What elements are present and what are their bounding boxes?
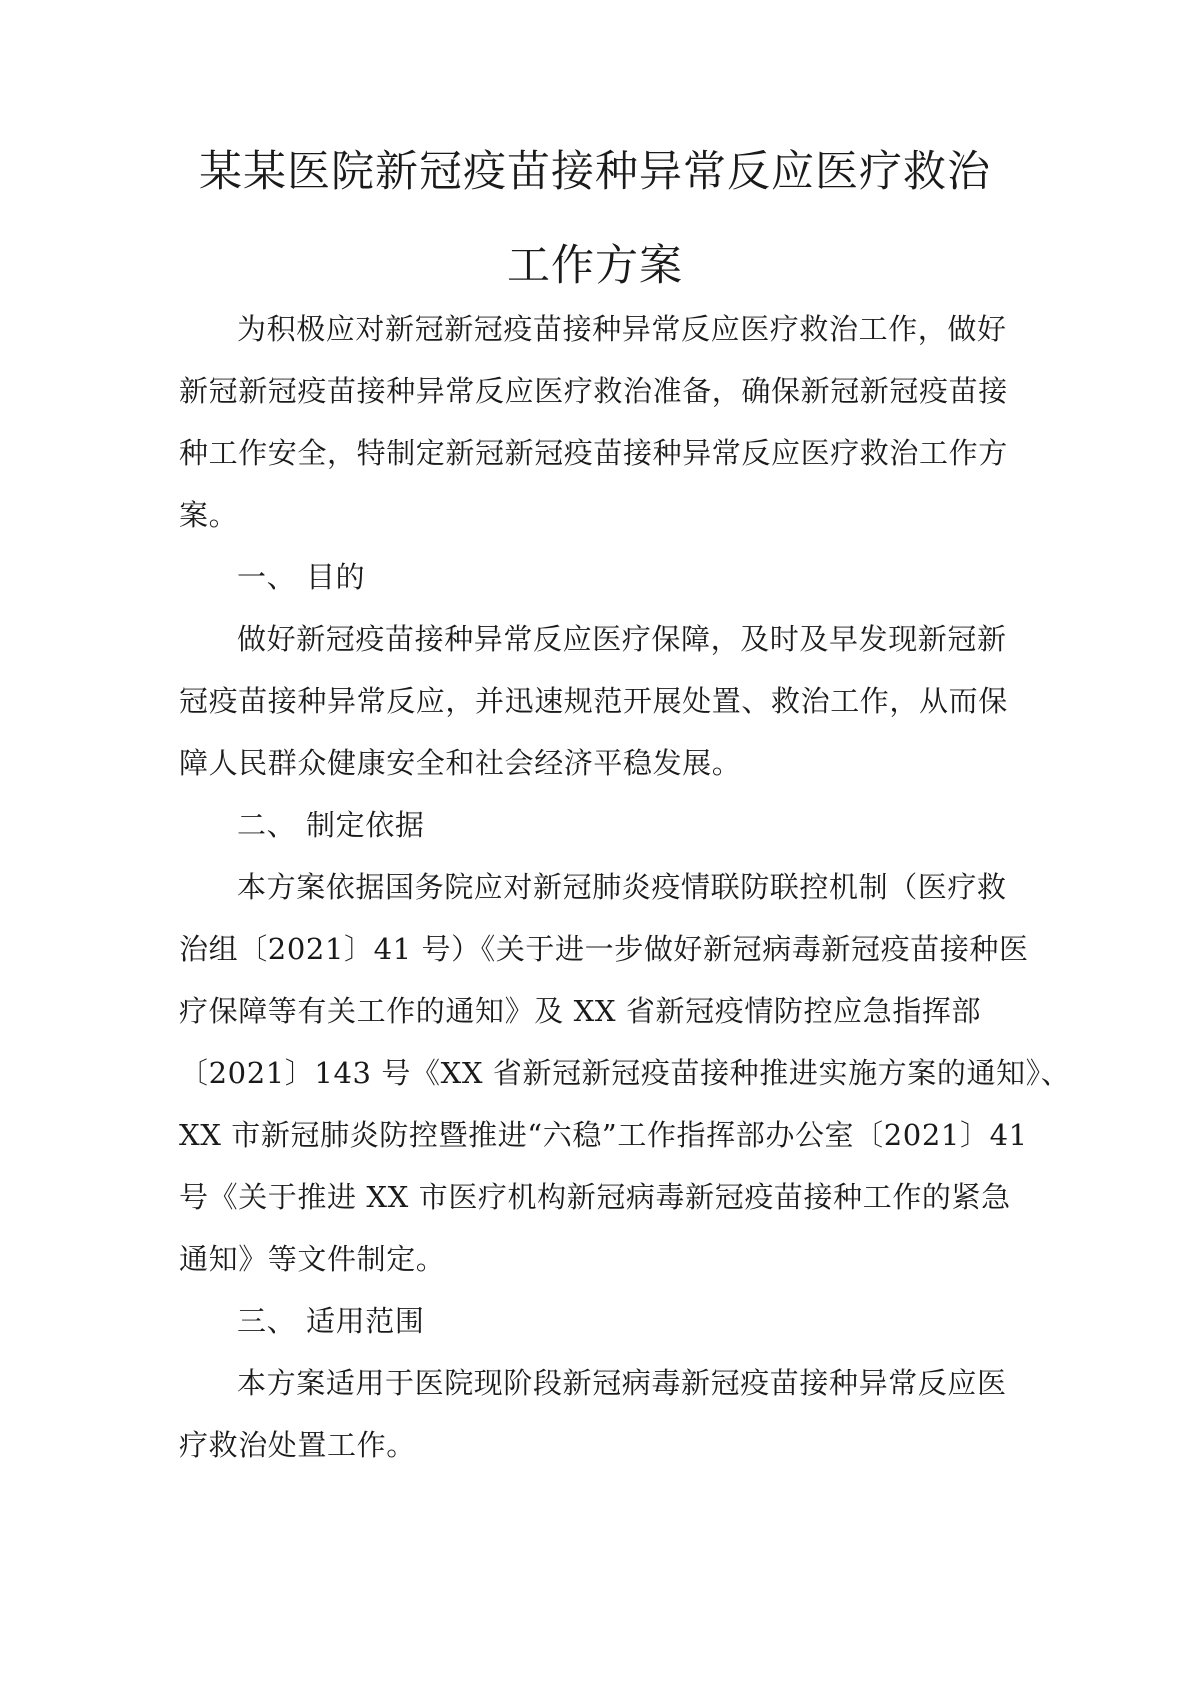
section-3-paragraph [179, 1352, 1019, 1476]
section-1-heading: 一、 目的 [237, 560, 366, 594]
section-1-paragraph [179, 608, 1019, 794]
document-title-line-2: 工作方案 [507, 241, 683, 291]
section-2-line: 〔2021〕143 号《XX 省新冠新冠疫苗接种推进实施方案的通知》、 [179, 1056, 1071, 1090]
section-3-heading: 三、 适用范围 [237, 1304, 425, 1338]
intro-line: 种工作安全，特制定新冠新冠疫苗接种异常反应医疗救治工作方 [179, 436, 1008, 470]
section-2-line: 通知》等文件制定。 [179, 1242, 446, 1276]
section-2-paragraph [179, 856, 1071, 1290]
section-1-line: 冠疫苗接种异常反应，并迅速规范开展处置、救治工作，从而保 [179, 684, 1008, 718]
section-1-line: 做好新冠疫苗接种异常反应医疗保障，及时及早发现新冠新 [237, 622, 1007, 656]
section-2-line: 号《关于推进 XX 市医疗机构新冠病毒新冠疫苗接种工作的紧急 [179, 1180, 1011, 1214]
intro-line: 案。 [179, 498, 239, 532]
intro-line: 为积极应对新冠新冠疫苗接种异常反应医疗救治工作，做好 [237, 312, 1007, 346]
section-1-line: 障人民群众健康安全和社会经济平稳发展。 [179, 746, 742, 780]
section-2-line: 治组〔2021〕41 号）《关于进一步做好新冠病毒新冠疫苗接种医 [179, 932, 1029, 966]
section-2-heading: 二、 制定依据 [237, 808, 425, 842]
section-2-line: 本方案依据国务院应对新冠肺炎疫情联防联控机制（医疗救 [237, 870, 1007, 904]
intro-line: 新冠新冠疫苗接种异常反应医疗救治准备，确保新冠新冠疫苗接 [179, 374, 1008, 408]
section-3-line: 疗救治处置工作。 [179, 1428, 416, 1462]
document-title-line-1: 某某医院新冠疫苗接种异常反应医疗救治 [199, 147, 991, 197]
section-2-line: XX 市新冠肺炎防控暨推进“六稳”工作指挥部办公室〔2021〕41 [179, 1118, 1028, 1152]
section-2-line: 疗保障等有关工作的通知》及 XX 省新冠疫情防控应急指挥部 [179, 994, 982, 1028]
section-3-line: 本方案适用于医院现阶段新冠病毒新冠疫苗接种异常反应医 [237, 1366, 1007, 1400]
intro-paragraph [179, 298, 1019, 546]
